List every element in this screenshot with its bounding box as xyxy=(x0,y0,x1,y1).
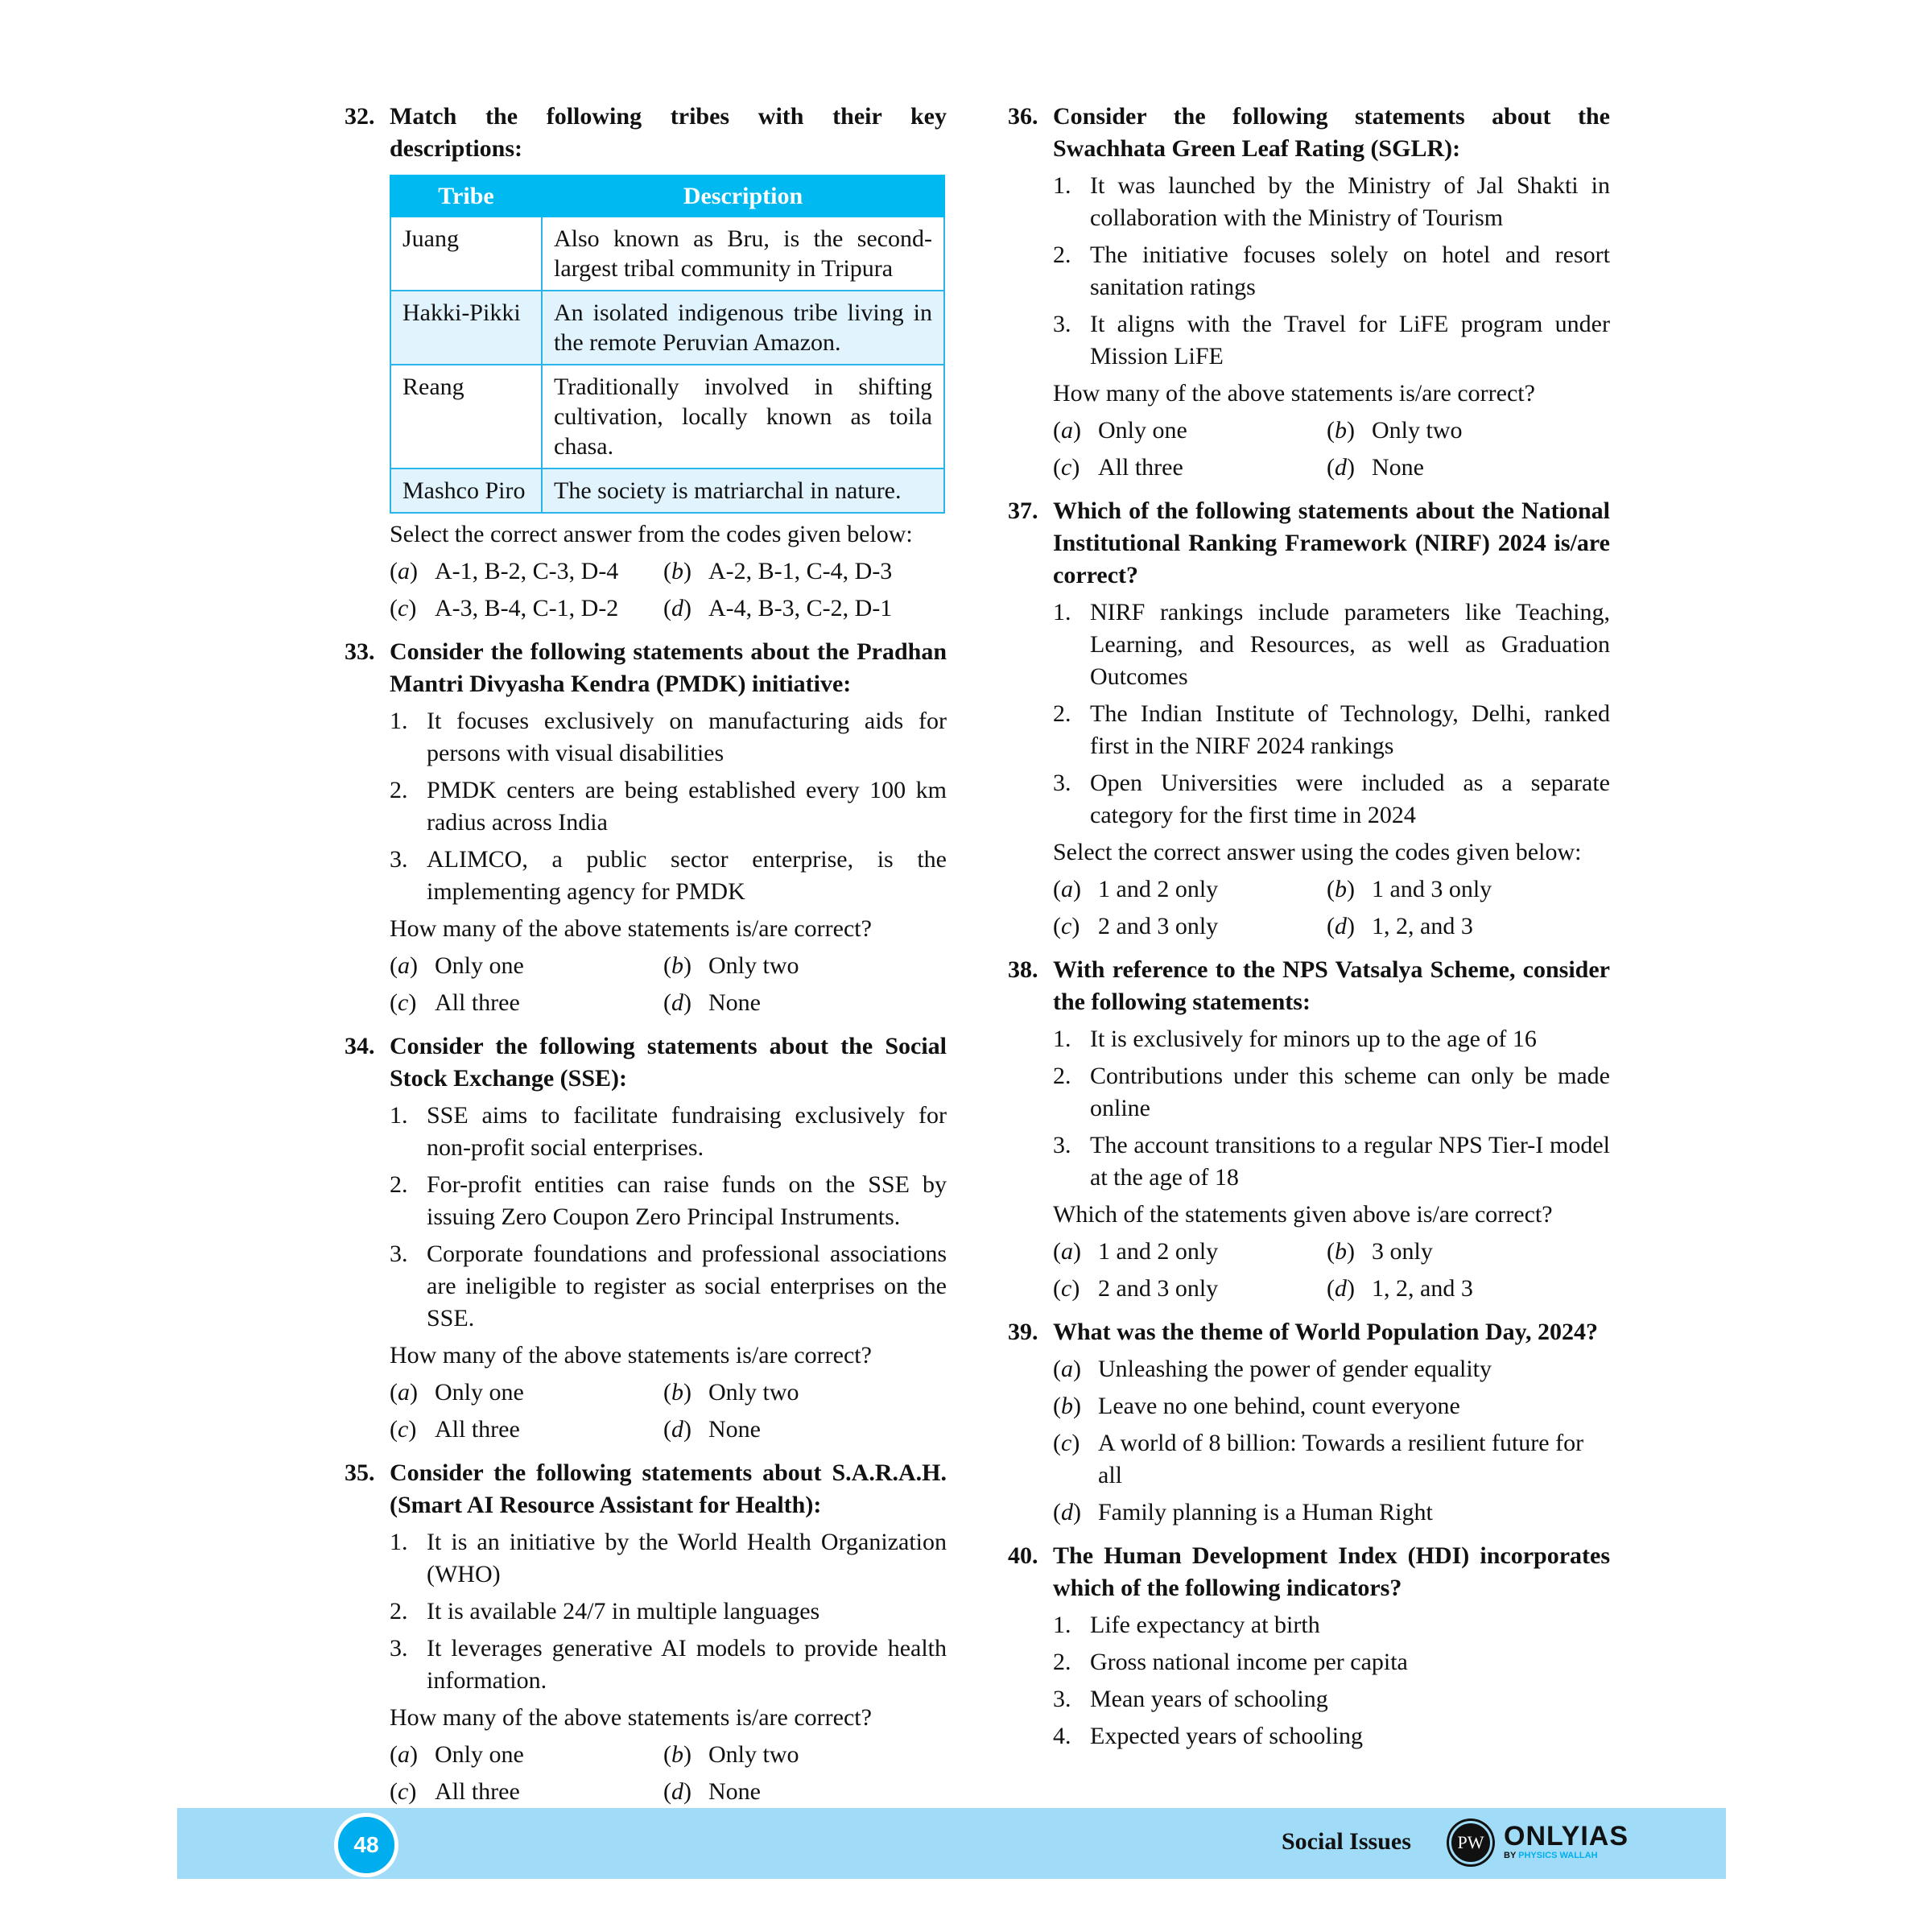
statement-1: 1. It is exclusively for minors up to the age of 16 xyxy=(1053,1026,1537,1052)
tribe-cell: Juang xyxy=(390,217,542,291)
options-list xyxy=(1053,1353,1610,1529)
option-c: (c) 2 and 3 only xyxy=(1053,913,1219,939)
option-c: (c) All three xyxy=(390,989,520,1016)
option-c: (c) All three xyxy=(390,1778,520,1805)
question-number: 39. xyxy=(1008,1319,1038,1345)
option-b: (b) 3 only xyxy=(1327,1238,1433,1265)
statement-2: 2. It is available 24/7 in multiple languages xyxy=(390,1598,820,1624)
statement-1: 1. It is an initiative by the World Health Organization (WHO) xyxy=(390,1529,947,1587)
statement-2: 2. The Indian Institute of Technology, Delhi, ranked first in the NIRF 2024 rankings xyxy=(1053,700,1610,759)
option-a: (a) Only one xyxy=(390,1379,524,1406)
question-33 xyxy=(345,636,947,1019)
description-cell: An isolated indigenous tribe living in the remote Peruvian Amazon. xyxy=(542,291,944,365)
question-text: Match the following tribes with their key descriptions: xyxy=(390,103,947,162)
statement-1: 1. SSE aims to facilitate fundraising exclusively for non-profit social enterprises. xyxy=(390,1102,947,1161)
statement-1: 1. It was launched by the Ministry of Jal Shakti in collaboration with the Ministry of Tourism xyxy=(1053,172,1610,231)
table-row xyxy=(390,217,944,291)
question-number: 38. xyxy=(1008,956,1038,983)
option-a: (a) A-1, B-2, C-3, D-4 xyxy=(390,558,619,584)
option-b: (b) Only two xyxy=(663,1379,799,1406)
tribes-table xyxy=(390,175,945,514)
tribe-cell: Reang xyxy=(390,365,542,469)
option-b: (b) Only two xyxy=(1327,417,1463,444)
table-row xyxy=(390,469,944,513)
statement-2: 2. The initiative focuses solely on hotel and resort sanitation ratings xyxy=(1053,242,1610,300)
question-number: 34. xyxy=(345,1033,375,1059)
statement-1: 1. Life expectancy at birth xyxy=(1053,1612,1320,1638)
option-a: (a) Only one xyxy=(390,952,524,979)
statement-3: 3. Corporate foundations and professional associations are ineligible to register as social enterprises on the SSE. xyxy=(390,1241,947,1331)
option-a: (a) 1 and 2 only xyxy=(1053,1238,1219,1265)
option-a: (a) Only one xyxy=(1053,417,1187,444)
option-a: (a) 1 and 2 only xyxy=(1053,876,1219,902)
question-37 xyxy=(1008,495,1610,943)
question-text: Consider the following statements about S.A.R.A.H. (Smart AI Resource Assistant for Health): xyxy=(390,1459,947,1518)
question-34 xyxy=(345,1030,947,1446)
table-row xyxy=(390,291,944,365)
option-d: (d) None xyxy=(663,989,761,1016)
options-grid xyxy=(390,1739,947,1808)
question-prompt: How many of the above statements is/are correct? xyxy=(390,1704,872,1731)
question-prompt: Select the correct answer from the codes given below: xyxy=(390,521,913,547)
option-a: (a) Unleashing the power of gender equality xyxy=(1053,1356,1492,1382)
option-c: (c) All three xyxy=(1053,454,1183,481)
statement-1: 1. NIRF rankings include parameters like Teaching, Learning, and Resources, as well as Graduation Outcomes xyxy=(1053,599,1610,690)
question-40 xyxy=(1008,1540,1610,1752)
question-number: 35. xyxy=(345,1459,375,1486)
question-prompt: How many of the above statements is/are correct? xyxy=(390,915,872,942)
option-c: (c) All three xyxy=(390,1416,520,1443)
question-text: Which of the following statements about the National Institutional Ranking Framework (NIRF) 2024 is/are correct? xyxy=(1053,497,1610,588)
statement-2: 2. PMDK centers are being established every 100 km radius across India xyxy=(390,777,947,836)
options-grid xyxy=(1053,1236,1610,1305)
option-b: (b) Leave no one behind, count everyone xyxy=(1053,1393,1460,1419)
table-header-tribe: Tribe xyxy=(390,175,542,217)
brand-name: ONLYIAS xyxy=(1504,1821,1629,1852)
option-b: (b) Only two xyxy=(663,952,799,979)
statement-3: 3. It leverages generative AI models to provide health information. xyxy=(390,1635,947,1694)
brand-subtitle: BY PHYSICS WALLAH xyxy=(1504,1851,1598,1860)
option-b: (b) A-2, B-1, C-4, D-3 xyxy=(663,558,893,584)
statement-3: 3. Open Universities were included as a separate category for the first time in 2024 xyxy=(1053,770,1610,828)
statement-3: 3. ALIMCO, a public sector enterprise, is the implementing agency for PMDK xyxy=(390,846,947,905)
question-text: The Human Development Index (HDI) incorporates which of the following indicators? xyxy=(1053,1542,1610,1601)
left-column xyxy=(345,101,947,1819)
option-d: (d) None xyxy=(1327,454,1424,481)
option-d: (d) Family planning is a Human Right xyxy=(1053,1499,1433,1525)
pw-logo-icon: PW xyxy=(1449,1821,1492,1864)
question-text: Consider the following statements about the Social Stock Exchange (SSE): xyxy=(390,1033,947,1092)
options-grid xyxy=(1053,415,1610,484)
statement-2: 2. Gross national income per capita xyxy=(1053,1649,1408,1675)
option-a: (a) Only one xyxy=(390,1741,524,1768)
statement-2: 2. Contributions under this scheme can only be made online xyxy=(1053,1063,1610,1121)
table-row xyxy=(390,365,944,469)
question-32 xyxy=(345,101,947,625)
question-prompt: Which of the statements given above is/are correct? xyxy=(1053,1201,1553,1228)
brand-logo xyxy=(1504,1823,1629,1861)
option-b: (b) 1 and 3 only xyxy=(1327,876,1492,902)
question-number: 36. xyxy=(1008,103,1038,130)
section-title: Social Issues xyxy=(1282,1828,1411,1855)
question-text: Consider the following statements about the Swachhata Green Leaf Rating (SGLR): xyxy=(1053,103,1610,162)
options-grid xyxy=(390,1377,947,1446)
option-c: (c) A world of 8 billion: Towards a resilient future for all xyxy=(1053,1430,1584,1488)
question-number: 37. xyxy=(1008,497,1038,524)
question-36 xyxy=(1008,101,1610,484)
option-c: (c) A-3, B-4, C-1, D-2 xyxy=(390,595,619,621)
description-cell: Traditionally involved in shifting cultivation, locally known as toila chasa. xyxy=(542,365,944,469)
statement-3: 3. It aligns with the Travel for LiFE program under Mission LiFE xyxy=(1053,311,1610,369)
option-d: (d) 1, 2, and 3 xyxy=(1327,913,1473,939)
statement-3: 3. The account transitions to a regular NPS Tier-I model at the age of 18 xyxy=(1053,1132,1610,1191)
option-c: (c) 2 and 3 only xyxy=(1053,1275,1219,1302)
page-number-badge: 48 xyxy=(334,1813,398,1877)
option-d: (d) 1, 2, and 3 xyxy=(1327,1275,1473,1302)
statement-2: 2. For-profit entities can raise funds on the SSE by issuing Zero Coupon Zero Principal Instruments. xyxy=(390,1171,947,1230)
question-35 xyxy=(345,1457,947,1808)
option-d: (d) None xyxy=(663,1778,761,1805)
statement-1: 1. It focuses exclusively on manufacturing aids for persons with visual disabilities xyxy=(390,708,947,766)
options-grid xyxy=(390,950,947,1019)
question-39 xyxy=(1008,1316,1610,1529)
question-prompt: Select the correct answer using the codes given below: xyxy=(1053,839,1582,865)
options-grid xyxy=(1053,873,1610,943)
option-d: (d) None xyxy=(663,1416,761,1443)
tribe-cell: Mashco Piro xyxy=(390,469,542,513)
statement-3: 3. Mean years of schooling xyxy=(1053,1686,1328,1712)
table-header-description: Description xyxy=(542,175,944,217)
description-cell: Also known as Bru, is the second-largest tribal community in Tripura xyxy=(542,217,944,291)
question-number: 33. xyxy=(345,638,375,665)
option-d: (d) A-4, B-3, C-2, D-1 xyxy=(663,595,893,621)
description-cell: The society is matriarchal in nature. xyxy=(542,469,944,513)
footer-band xyxy=(177,1808,1726,1879)
question-prompt: How many of the above statements is/are correct? xyxy=(390,1342,872,1368)
question-text: Consider the following statements about the Pradhan Mantri Divyasha Kendra (PMDK) initiative: xyxy=(390,638,947,697)
question-text: What was the theme of World Population Day, 2024? xyxy=(1053,1319,1598,1345)
question-prompt: How many of the above statements is/are correct? xyxy=(1053,380,1535,407)
question-38 xyxy=(1008,954,1610,1305)
options-grid xyxy=(390,555,947,625)
tribe-cell: Hakki-Pikki xyxy=(390,291,542,365)
question-number: 40. xyxy=(1008,1542,1038,1569)
question-text: With reference to the NPS Vatsalya Scheme, consider the following statements: xyxy=(1053,956,1610,1015)
question-number: 32. xyxy=(345,103,375,130)
option-b: (b) Only two xyxy=(663,1741,799,1768)
right-column xyxy=(1008,101,1610,1764)
statement-4: 4. Expected years of schooling xyxy=(1053,1723,1364,1749)
